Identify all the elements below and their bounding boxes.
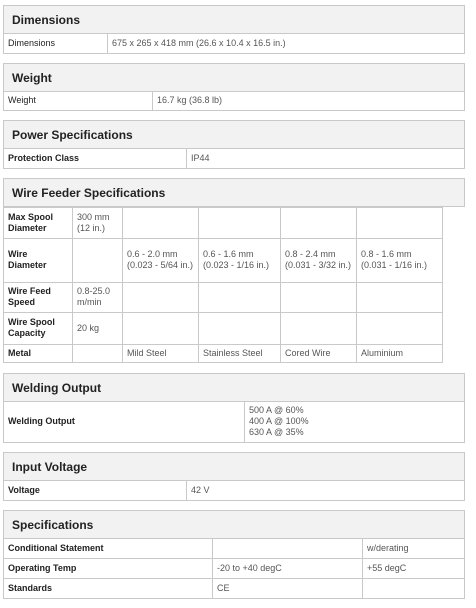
wire-spool-capacity-label: Wire Spool Capacity [4,312,73,344]
cell: 0.8 - 2.4 mm (0.031 - 3/32 in.) [281,238,357,282]
welding-output-label: Welding Output [4,402,245,443]
table-row [4,207,443,238]
wire-feed-speed-label: Wire Feed Speed [4,282,73,312]
input-voltage-heading: Input Voltage [3,452,465,481]
cell: Aluminium [357,344,443,362]
cell [123,312,199,344]
specifications-heading: Specifications [3,510,465,539]
table-row [4,579,465,599]
specifications-table [3,539,465,600]
cell [123,282,199,312]
cell: -20 to +40 degC [213,559,363,579]
max-spool-diameter-label: Max Spool Diameter [4,207,73,238]
cell: 0.8 - 1.6 mm (0.031 - 1/16 in.) [357,238,443,282]
welding-output-value: 630 A @ 35% [249,427,304,438]
table-row [4,238,443,282]
standards-label: Standards [4,579,213,599]
cell: +55 degC [363,559,465,579]
weight-section [3,63,465,112]
weight-value: 16.7 kg (36.8 lb) [153,92,465,111]
cell: 300 mm (12 in.) [73,207,123,238]
cell [123,207,199,238]
cell: 0.6 - 1.6 mm (0.023 - 1/16 in.) [199,238,281,282]
cell: CE [213,579,363,599]
input-voltage-section [3,452,465,501]
wire-diameter-label: Wire Diameter [4,238,73,282]
cell [281,207,357,238]
table-row [4,481,465,500]
cell [281,312,357,344]
cell: Cored Wire [281,344,357,362]
table-row [4,539,465,559]
weight-heading: Weight [3,63,465,92]
table-row [4,92,465,111]
table-row [4,149,465,168]
table-row [4,34,465,53]
cell [199,282,281,312]
dimensions-section [3,5,465,54]
specifications-section [3,510,465,600]
metal-label: Metal [4,344,73,362]
voltage-value: 42 V [187,481,465,500]
welding-output-heading: Welding Output [3,373,465,402]
table-row [4,559,465,579]
cell: Mild Steel [123,344,199,362]
table-row [4,402,465,443]
power-heading: Power Specifications [3,120,465,149]
cell [357,282,443,312]
dimensions-value: 675 x 265 x 418 mm (26.6 x 10.4 x 16.5 in.) [108,34,465,53]
spec-page [3,5,465,608]
welding-output-values [245,402,465,443]
cell [357,207,443,238]
protection-class-label: Protection Class [4,149,187,168]
wire-feeder-heading: Wire Feeder Specifications [3,178,465,207]
dimensions-table [3,34,465,54]
cell: 20 kg [73,312,123,344]
cell: 0.8-25.0 m/min [73,282,123,312]
power-section [3,120,465,169]
wire-feeder-table [3,207,443,363]
cell [73,238,123,282]
table-row [4,312,443,344]
welding-output-section [3,373,465,444]
cell [199,312,281,344]
weight-table [3,92,465,112]
operating-temp-label: Operating Temp [4,559,213,579]
cell [363,579,465,599]
cell [213,539,363,559]
cell [73,344,123,362]
table-row [4,344,443,362]
welding-output-value: 400 A @ 100% [249,416,309,427]
dimensions-label: Dimensions [4,34,108,53]
table-row [4,282,443,312]
cell: w/derating [363,539,465,559]
cell: Stainless Steel [199,344,281,362]
wire-feeder-section [3,178,465,363]
cell [281,282,357,312]
power-table [3,149,465,169]
input-voltage-table [3,481,465,501]
dimensions-heading: Dimensions [3,5,465,34]
protection-class-value: IP44 [187,149,465,168]
conditional-statement-label: Conditional Statement [4,539,213,559]
cell [199,207,281,238]
welding-output-value: 500 A @ 60% [249,405,304,416]
voltage-label: Voltage [4,481,187,500]
cell [357,312,443,344]
weight-label: Weight [4,92,153,111]
welding-output-table [3,402,465,444]
cell: 0.6 - 2.0 mm (0.023 - 5/64 in.) [123,238,199,282]
